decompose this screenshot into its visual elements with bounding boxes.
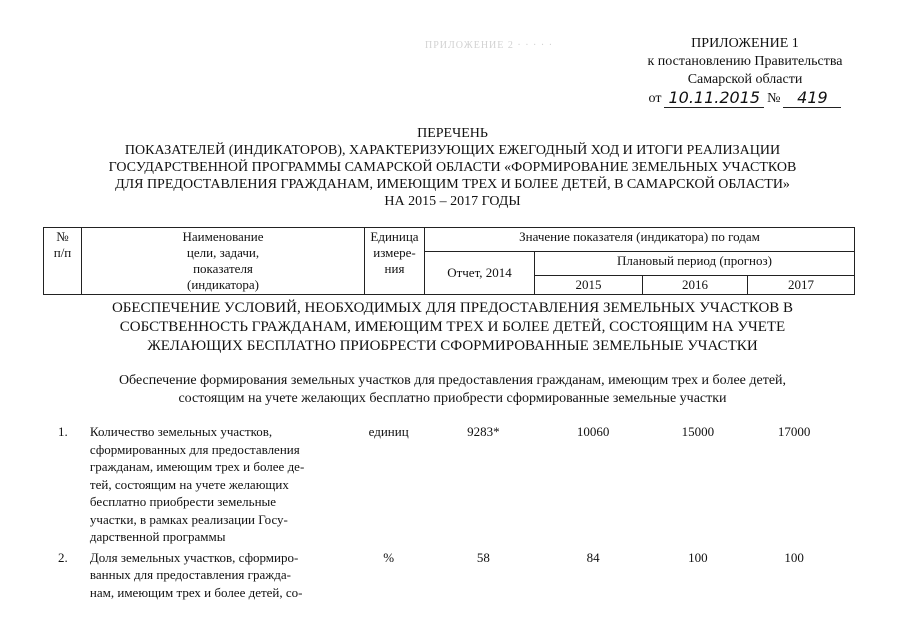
appendix-block <box>600 35 890 108</box>
row-number: 1. <box>58 424 68 439</box>
title-line-4: ДЛЯ ПРЕДОСТАВЛЕНИЯ ГРАЖДАНАМ, ИМЕЮЩИМ ТРЕХ И БОЛЕЕ ДЕТЕЙ, В САМАРСКОЙ ОБЛАСТИ» <box>115 177 790 192</box>
header-num-l1: № <box>56 229 69 244</box>
row-unit: % <box>383 549 395 565</box>
header-unit-l1: Единица <box>370 229 419 244</box>
row-value-2017: 100 <box>784 549 804 565</box>
section-line-1: ОБЕСПЕЧЕНИЕ УСЛОВИЙ, НЕОБХОДИМЫХ ДЛЯ ПРЕДОСТАВЛЕНИЯ ЗЕМЕЛЬНЫХ УЧАСТКОВ В <box>111 300 794 316</box>
number-label: № <box>767 91 781 106</box>
section-heading <box>60 299 845 356</box>
header-report-2014: Отчет, 2014 <box>425 252 535 295</box>
header-planned-period: Плановый период (прогноз) <box>535 252 855 276</box>
indicators-table-header <box>43 227 855 295</box>
appendix-date-line <box>600 89 890 108</box>
subsection-line-1: Обеспечение формирования земельных участков для предоставления гражданам, имеющим трех и более детей, <box>118 373 787 388</box>
handwritten-number: 419 <box>783 89 841 108</box>
row-name-line: участки, в рамках реализации Госу- <box>89 511 288 527</box>
row-name-line: Доля земельных участков, сформиро- <box>89 549 299 565</box>
header-values-group: Значение показателя (индикатора) по годам <box>425 228 855 252</box>
row-name-line: бесплатно приобрести земельные <box>89 494 277 509</box>
row-indicator-name <box>90 423 351 546</box>
indicator-rows <box>58 423 838 604</box>
header-unit-l3: ния <box>384 261 405 276</box>
title-line-5: НА 2015 – 2017 ГОДЫ <box>384 194 521 209</box>
row-number: 2. <box>58 549 68 565</box>
row-name-line: Количество земельных участков, <box>89 424 273 439</box>
row-name-line: сформированных для предоставления <box>89 441 300 457</box>
header-name-cell <box>82 228 365 295</box>
row-report-2014: 58 <box>476 549 490 565</box>
indicator-row <box>58 549 838 602</box>
appendix-line-3: Самарской области <box>687 72 803 87</box>
title-line-2: ПОКАЗАТЕЛЕЙ (ИНДИКАТОРОВ), ХАРАКТЕРИЗУЮЩИХ ЕЖЕГОДНЫЙ ХОД И ИТОГИ РЕАЛИЗАЦИИ <box>124 143 781 158</box>
row-value-2015: 10060 <box>576 424 610 439</box>
row-value-2017: 17000 <box>777 424 811 439</box>
header-name-l1: Наименование <box>182 229 264 244</box>
row-report-2014: 9283* <box>467 424 500 439</box>
header-unit-l2: измере- <box>373 245 416 260</box>
header-unit-cell <box>365 228 425 295</box>
title-line-3: ГОСУДАРСТВЕННОЙ ПРОГРАММЫ САМАРСКОЙ ОБЛАСТИ «ФОРМИРОВАНИЕ ЗЕМЕЛЬНЫХ УЧАСТКОВ <box>108 160 797 175</box>
row-name-line: дарственной программы <box>89 529 226 544</box>
indicator-row <box>58 423 838 546</box>
header-name-l2: цели, задачи, <box>186 245 260 260</box>
header-num-cell <box>44 228 82 295</box>
header-year-2015: 2015 <box>535 276 643 295</box>
row-name-line: ванных для предоставления гражда- <box>89 567 291 582</box>
appendix-line-2: к постановлению Правительства <box>647 54 843 69</box>
row-indicator-name <box>90 549 351 602</box>
header-year-2016: 2016 <box>643 276 748 295</box>
row-value-2016: 100 <box>688 549 708 565</box>
header-year-2017: 2017 <box>748 276 855 295</box>
subsection-line-2: состоящим на учете желающих бесплатно приобрести сформированные земельные участки <box>178 391 727 406</box>
row-value-2016: 15000 <box>681 424 715 439</box>
header-name-l4: (индикатора) <box>187 277 259 292</box>
row-name-line: нам, имеющим трех и более детей, со- <box>89 584 303 600</box>
header-name-l3: показателя <box>193 261 253 276</box>
row-name-line: тей, состоящим на учете желающих <box>89 476 289 492</box>
appendix-line-1: ПРИЛОЖЕНИЕ 1 <box>691 36 799 51</box>
row-value-2015: 84 <box>586 549 600 565</box>
handwritten-date: 10.11.2015 <box>664 89 764 108</box>
document-title <box>30 125 875 210</box>
title-line-1: ПЕРЕЧЕНЬ <box>417 126 488 141</box>
row-name-line: гражданам, имеющим трех и более де- <box>89 459 305 474</box>
section-line-2: СОБСТВЕННОСТЬ ГРАЖДАНАМ, ИМЕЮЩИМ ТРЕХ И БОЛЕЕ ДЕТЕЙ, СОСТОЯЩИМ НА УЧЕТЕ <box>119 319 786 335</box>
section-line-3: ЖЕЛАЮЩИХ БЕСПЛАТНО ПРИОБРЕСТИ СФОРМИРОВАННЫЕ ЗЕМЕЛЬНЫЕ УЧАСТКИ <box>147 338 758 354</box>
row-unit: единиц <box>368 424 409 439</box>
subsection-heading <box>40 372 865 408</box>
faint-bleed-text: ПРИЛОЖЕНИЕ 2 · · · · · <box>425 40 554 51</box>
from-label: от <box>648 91 662 106</box>
header-num-l2: п/п <box>53 245 72 260</box>
